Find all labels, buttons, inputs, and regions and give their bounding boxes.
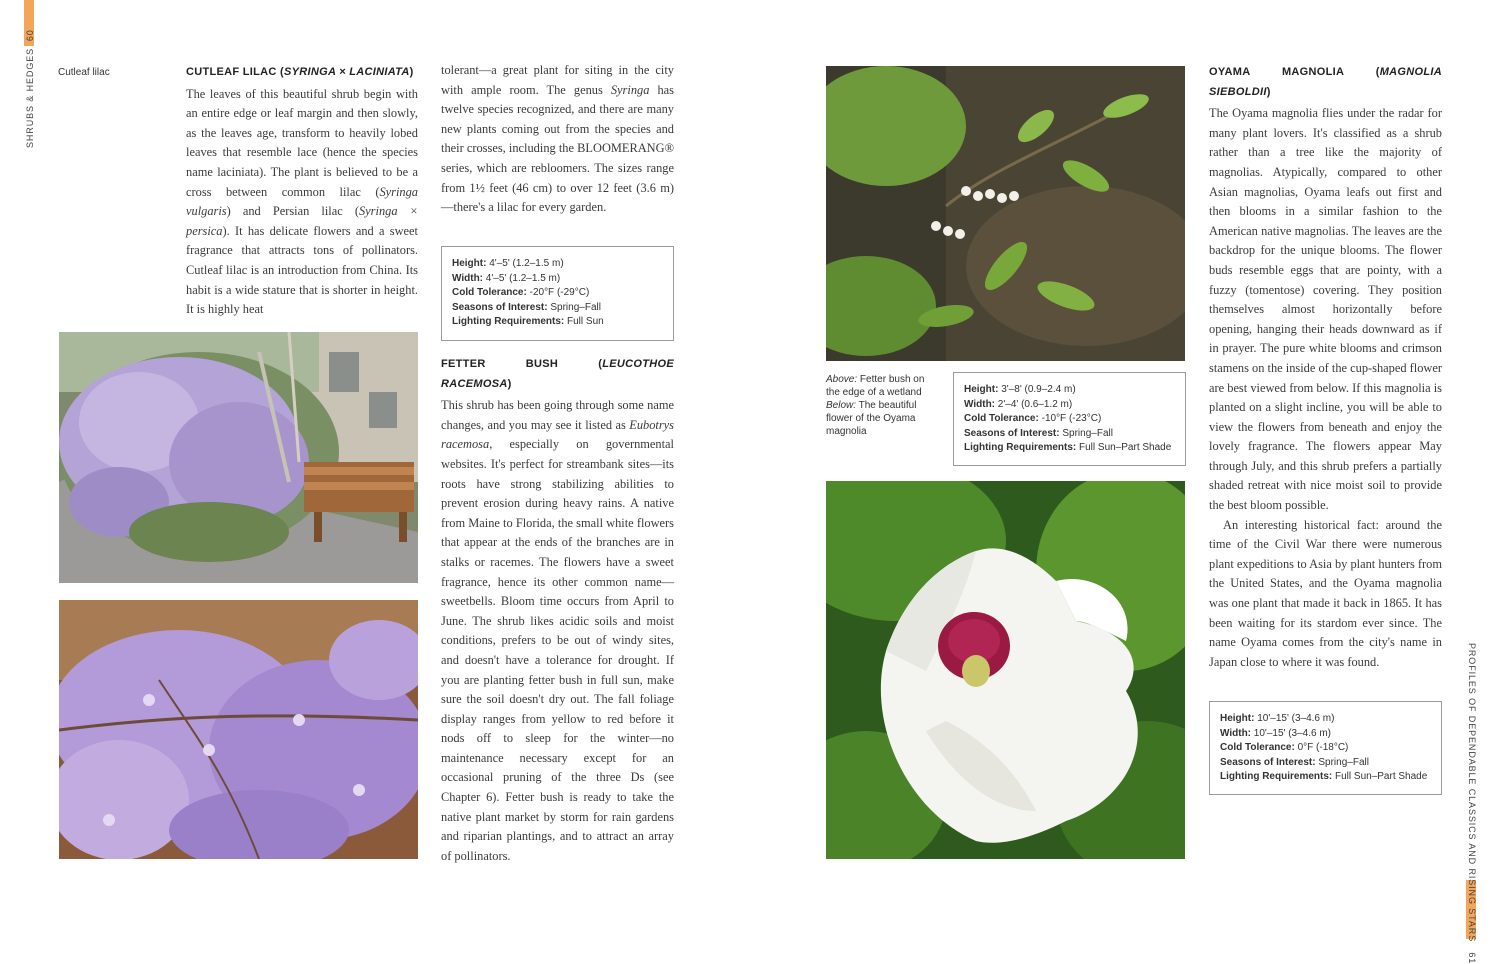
page-number-left: 60 — [25, 29, 35, 42]
spec-row: Lighting Requirements: Full Sun — [452, 316, 604, 327]
cutleaf-lilac-continued: tolerant—a great plant for siting in the city with ample room. The genus Syringa has twelve species recognized, and there are many new plants coming out from the species and their crosses, including the BLOOMERANG® series, which are rebloomers. The sizes range from 1½ feet (46 cm) to over 12 feet (3.6 m)—there's a lilac for every garden. — [441, 63, 674, 215]
spec-row: Lighting Requirements: Full Sun–Part Shade — [1220, 771, 1428, 782]
photo-lilac-flowers-closeup — [59, 600, 418, 859]
oyama-magnolia-spec-box — [1209, 701, 1442, 795]
photo-lilac-shrub-garden — [59, 332, 418, 583]
spec-row: Seasons of Interest: Spring–Fall — [1220, 756, 1369, 768]
spec-row: Height: 10'–15' (3–4.6 m) — [1220, 713, 1335, 724]
photo-oyama-magnolia-flower — [826, 481, 1185, 859]
spec-row: Cold Tolerance: -20°F (-29°C) — [452, 287, 590, 298]
spec-row: Lighting Requirements: Full Sun–Part Shade — [964, 442, 1172, 453]
cutleaf-lilac-section — [186, 63, 418, 320]
spec-row: Width: 2'–4' (0.6–1.2 m) — [964, 398, 1073, 410]
spec-row: Cold Tolerance: -10°F (-23°C) — [964, 413, 1102, 424]
page-number-right: 61 — [1467, 952, 1477, 964]
fetter-bush-heading: FETTER BUSH (LEUCOTHOE RACEMOSA) — [441, 358, 674, 390]
chapter-title: PROFILES OF DEPENDABLE CLASSICS AND RISING STARS — [1467, 643, 1477, 943]
spec-row: Width: 10'–15' (3–4.6 m) — [1220, 727, 1331, 739]
cutleaf-lilac-heading: CUTLEAF LILAC (SYRINGA × LACINIATA) — [186, 66, 414, 78]
fetter-bush-body: This shrub has been going through some name changes, and you may see it listed as Eubotrys racemosa, especially on governmental websites. It's perfect for streambank sites—its roots have strong stabilizing abilities to prevent erosion during heavy rains. A native from Maine to Florida, the small white flowers that appear at the ends of the branches are in stalks or racemes. The flowers have a sweet fragrance, hence its other common name—sweetbells. Bloom time occurs from April to June. The shrub likes acidic soils and moist conditions, prefers to be out of windy sites, and doesn't have a tolerance for drought. If you are planting fetter bush in full sun, make sure the soil doesn't dry out. The fall foliage display ranges from yellow to red before it nods off to sleep for the winter—no maintenance necessary except for an occasional pruning of the three Ds (see Chapter 6). Fetter bush is ready to take the native plant market by storm for rain gardens and riparian plantings, and to attract an array of pollinators. — [441, 398, 674, 863]
oyama-magnolia-section — [1209, 63, 1442, 672]
spec-row: Seasons of Interest: Spring–Fall — [964, 427, 1113, 439]
section-title: SHRUBS & HEDGES — [25, 47, 35, 148]
oyama-magnolia-body-2: An interesting historical fact: around the time of the Civil War there were numerous plant expeditions to Asia by plant hunters from the United States, and the Oyama magnolia was one plant that made it back in 1865. It has been waiting for its stardom ever since. The name Oyama comes from the city's name in Japan close to where it was found. — [1209, 517, 1442, 669]
oyama-magnolia-heading: OYAMA MAGNOLIA (MAGNOLIA SIEBOLDII) — [1209, 66, 1442, 98]
fetter-bush-spec-box — [953, 372, 1186, 466]
fetter-bush-section — [441, 355, 674, 866]
running-head-left — [25, 29, 35, 148]
photo-caption-right: Above: Fetter bush on the edge of a wetland Below: The beautiful flower of the Oyama magnolia — [826, 374, 925, 437]
spec-row: Seasons of Interest: Spring–Fall — [452, 301, 601, 313]
running-head-right — [1467, 643, 1477, 964]
cutleaf-lilac-body: The leaves of this beautiful shrub begin with an entire edge or leaf margin and then slowly, as the leaves age, transform to heavily lobed leaves that resemble lace (hence the species name laciniata). The plant is believed to be a cross between common lilac (Syringa vulgaris) and Persian lilac (Syringa × persica). It has delicate flowers and a sweet fragrance that attracts tons of pollinators. Cutleaf lilac is an introduction from China. Its habit is a wide stature that is shorter in height. It is highly heat — [186, 86, 418, 317]
oyama-magnolia-body-1: The Oyama magnolia flies under the radar for many plant lovers. It's classified as a shrub rather than a tree like the majority of magnolias. Atypically, compared to other Asian magnolias, Oyama leafs out first and then blooms in a similar fashion to the American native magnolias. The leaves are the backdrop for the unique blooms. The flower buds resemble eggs that are pointy, with a fuzzy (tomentose) covering. They position themselves almost horizontally before opening, hanging their heads downward as if in prayer. The pure white blooms and crimson stamens on the inside of the cup-shaped flower are best viewed from below. If this magnolia is planted on a slight incline, you will be able to view the flowers from beneath and enjoy the lovely fragrance. The flowers appear May through July, and this shrub prefers a partially shaded retreat with nice moist soil to provide the best bloom possible. — [1209, 106, 1442, 513]
spec-row: Cold Tolerance: 0°F (-18°C) — [1220, 742, 1349, 753]
spec-row: Height: 3'–8' (0.9–2.4 m) — [964, 384, 1076, 395]
photo-fetter-bush-wetland — [826, 66, 1185, 361]
photo-caption-cutleaf: Cutleaf lilac — [58, 67, 110, 78]
spec-row: Width: 4'–5' (1.2–1.5 m) — [452, 272, 561, 284]
spec-row: Height: 4'–5' (1.2–1.5 m) — [452, 258, 564, 269]
cutleaf-lilac-spec-box — [441, 246, 674, 341]
